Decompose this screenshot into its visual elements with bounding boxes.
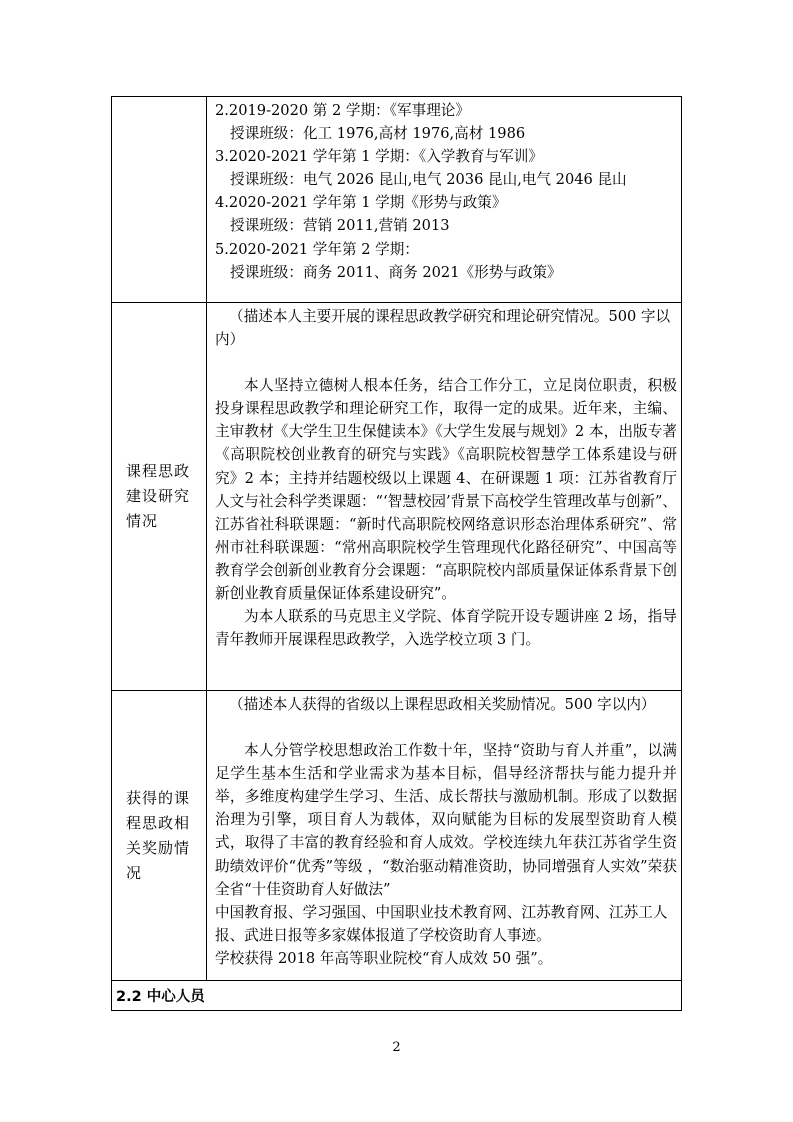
teaching-line: 4.2020-2021 学年第 1 学期《形势与政策》: [215, 194, 507, 212]
teaching-row: [112, 97, 682, 303]
awards-note: （描述本人获得的省级以上课程思政相关奖励情况。500 字以内）: [229, 696, 656, 713]
teaching-line: 3.2020-2021 学年第 1 学期：《入学教育与军训》: [215, 148, 543, 166]
research-row: [112, 303, 682, 691]
teaching-label-cell: [112, 97, 207, 303]
research-label-cell: [112, 303, 207, 691]
page-number: 2: [392, 1040, 401, 1055]
section-heading: 2.2 中心人员: [112, 981, 682, 1011]
form-table: [111, 96, 682, 1011]
teaching-line: 5.2020-2021 学年第 2 学期：: [215, 240, 419, 258]
awards-paragraph: 本人分管学校思想政治工作数十年，坚持“资助与育人并重”，以满足学生基本生活和学业需求为基本目标，倡导经济帮扶与能力提升并举，多维度构建学生学习、生活、成长帮扶与激励机制。形成了以数据治理为引擎，项目育人为载体，双向赋能为目标的发展型资助育人模式，取得了丰富的教育经验和育人成效。学校连续九年获江苏省学生资助绩效评价“优秀”等级 ，“数治驱动精准资助，协同增强育人实效”荣获全省“十佳资助育人好做法”: [215, 742, 677, 898]
research-note: （描述本人主要开展的课程思政教学研究和理论研究情况。500 字以内）: [215, 308, 671, 349]
awards-row: [112, 691, 682, 981]
awards-label: 获得的课程思政相关奖励情况: [126, 788, 191, 882]
awards-content-cell: [207, 691, 682, 981]
teaching-line: 授课班级：电气 2026 昆山,电气 2036 昆山,电气 2046 昆山: [230, 171, 627, 189]
research-paragraph: 本人坚持立德树人根本任务，结合工作分工，立足岗位职责，积极投身课程思政教学和理论研究工作，取得一定的成果。近年来，主编、主审教材《大学生卫生保健读本》《大学生发展与规划》2 本，出版专著《高职院校创业教育的研究与实践》《高职院校智慧学工体系建设与研究》2 本；主持并结题校级以上课题 4、在研课题 1 项：江苏省教育厅人文与社会科学类课题：“‘智慧校园’背景下高校学生管理改革与创新”、江苏省社科联课题：“新时代高职院校网络意识形态治理体系研究”、常州市社科联课题：“常州高职院校学生管理现代化路径研究”、中国高等教育学会创新创业教育分会课题：“高职院校内部质量保证体系背景下创新创业教育质量保证体系建设研究”。: [215, 377, 678, 603]
teaching-line: 授课班级：化工 1976,高材 1976,高材 1986: [230, 125, 526, 143]
teaching-content-cell: [207, 97, 682, 303]
awards-media-line: 中国教育报、学习强国、中国职业技术教育网、江苏教育网、江苏工人报、武进日报等多家媒体报道了学校资助育人事迹。: [215, 903, 668, 944]
awards-honor-line: 学校获得 2018 年高等职业院校“育人成效 50 强”。: [215, 949, 553, 967]
research-label: 课程思政建设研究情况: [126, 462, 191, 530]
teaching-line: 授课班级：商务 2011、商务 2021《形势与政策》: [230, 263, 562, 281]
research-paragraph: 为本人联系的马克思主义学院、体育学院开设专题讲座 2 场，指导青年教师开展课程思政教学，入选学校立项 3 门。: [215, 608, 677, 649]
research-content-cell: [207, 303, 682, 691]
section-heading-row: [112, 981, 682, 1011]
teaching-line: 2.2019-2020 第 2 学期：《军事理论》: [215, 102, 470, 119]
teaching-line: 授课班级：营销 2011,营销 2013: [230, 217, 450, 235]
awards-label-cell: [112, 691, 207, 981]
